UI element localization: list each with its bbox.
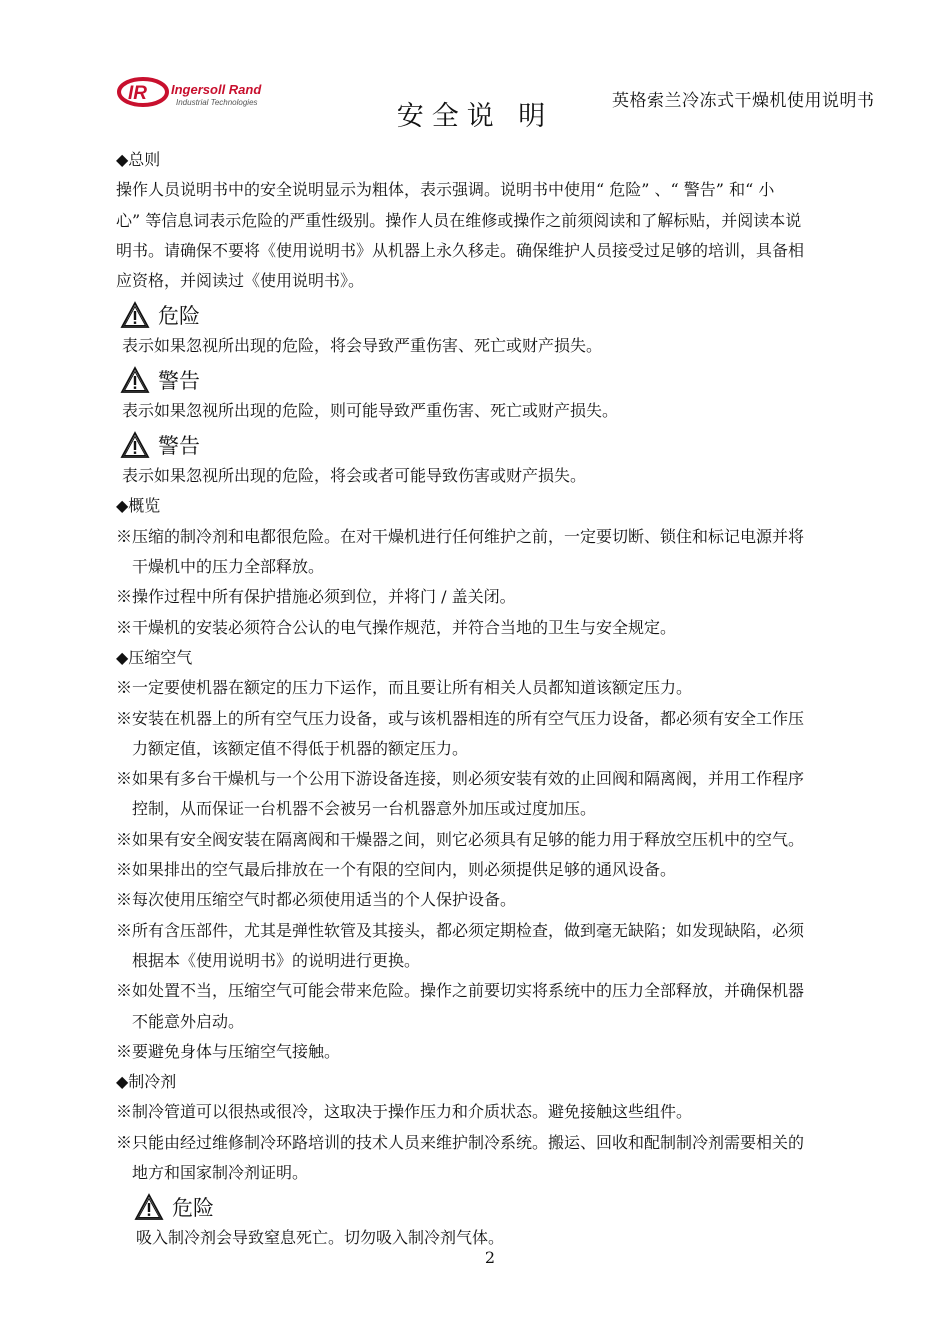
- section-heading-refrigerant: ◆制冷剂: [116, 1072, 177, 1092]
- signal-danger: [116, 298, 872, 331]
- list-item: ※制冷管道可以很热或很冷，这取决于操作压力和介质状态。避免接触这些组件。: [116, 1102, 693, 1122]
- signal-final-danger: [130, 1190, 872, 1223]
- signal-label: 警告: [158, 368, 200, 393]
- signal-label: 警告: [158, 433, 200, 458]
- list-item: ※如果有安全阀安装在隔离阀和干燥器之间，则它必须具有足够的能力用于释放空压机中的空气。: [116, 829, 805, 849]
- list-item: ※安装在机器上的所有空气压力设备，或与该机器相连的所有空气压力设备，都必须有安全工作压: [116, 708, 805, 728]
- paragraph-line: 操作人员说明书中的安全说明显示为粗体，表示强调。说明书中使用“ 危险” 、“ 警告” 和“ 小: [116, 180, 775, 200]
- list-item-continuation: 力额定值，该额定值不得低于机器的额定压力。: [132, 738, 469, 758]
- section-heading-compressed-air: ◆压缩空气: [116, 647, 193, 667]
- general-paragraph: [116, 175, 872, 296]
- page-title: 安全说 明: [396, 101, 554, 132]
- list-item-continuation: 干燥机中的压力全部释放。: [132, 557, 325, 577]
- list-item: ※如果有多台干燥机与一个公用下游设备连接，则必须安装有效的止回阀和隔离阀，并用工作程序: [116, 769, 805, 789]
- document-title: 英格索兰冷冻式干燥机使用说明书: [612, 91, 875, 111]
- page-content: [116, 145, 872, 1253]
- signal-description: 表示如果忽视所出现的危险，将会或者可能导致伤害或财产损失。: [122, 466, 587, 486]
- signal-description: 吸入制冷剂会导致窒息死亡。切勿吸入制冷剂气体。: [136, 1228, 505, 1248]
- signal-label: 危险: [172, 1195, 214, 1220]
- list-item: ※所有含压部件，尤其是弹性软管及其接头，都必须定期检查，做到毫无缺陷；如发现缺陷，必须: [116, 920, 805, 940]
- section-heading-overview: ◆概览: [116, 496, 161, 516]
- paragraph-line: 心” 等信息词表示危险的严重性级别。操作人员在维修或操作之前须阅读和了解标贴，并阅读本说: [116, 210, 802, 230]
- list-item: ※每次使用压缩空气时都必须使用适当的个人保护设备。: [116, 890, 517, 910]
- signal-warning: [116, 363, 872, 396]
- signal-description: 表示如果忽视所出现的危险，则可能导致严重伤害、死亡或财产损失。: [122, 401, 619, 421]
- warning-triangle-icon: [120, 301, 150, 329]
- svg-text:Ingersoll Rand: Ingersoll Rand: [171, 82, 262, 97]
- list-item-continuation: 不能意外启动。: [132, 1011, 245, 1031]
- list-item-continuation: 控制，从而保证一台机器不会被另一台机器意外加压或过度加压。: [132, 799, 597, 819]
- list-item: ※要避免身体与压缩空气接触。: [116, 1041, 341, 1061]
- list-item: ※压缩的制冷剂和电都很危险。在对干燥机进行任何维护之前，一定要切断、锁住和标记电源并将: [116, 526, 805, 546]
- paragraph-line: 应资格，并阅读过《使用说明书》。: [116, 271, 365, 291]
- signal-label: 危险: [158, 303, 200, 328]
- paragraph-line: 明书。请确保不要将《使用说明书》从机器上永久移走。确保维护人员接受过足够的培训，具备相: [116, 240, 805, 260]
- list-item: ※如处置不当，压缩空气可能会带来危险。操作之前要切实将系统中的压力全部释放，并确保机器: [116, 981, 805, 1001]
- list-item-continuation: 根据本《使用说明书》的说明进行更换。: [132, 950, 421, 970]
- svg-text:Industrial Technologies: Industrial Technologies: [176, 98, 258, 107]
- list-item: ※干燥机的安装必须符合公认的电气操作规范，并符合当地的卫生与安全规定。: [116, 617, 677, 637]
- list-item: ※如果排出的空气最后排放在一个有限的空间内，则必须提供足够的通风设备。: [116, 860, 677, 880]
- list-item: ※操作过程中所有保护措施必须到位，并将门 / 盖关闭。: [116, 587, 516, 607]
- signal-description: 表示如果忽视所出现的危险，将会导致严重伤害、死亡或财产损失。: [122, 336, 603, 356]
- warning-triangle-icon: [134, 1193, 164, 1221]
- list-item-continuation: 地方和国家制冷剂证明。: [132, 1163, 309, 1183]
- page-number: 2: [484, 1248, 496, 1267]
- warning-triangle-icon: [120, 366, 150, 394]
- list-item: ※一定要使机器在额定的压力下运作，而且要让所有相关人员都知道该额定压力。: [116, 678, 693, 698]
- section-heading-general: ◆总则: [116, 150, 161, 169]
- svg-text:IR: IR: [128, 83, 147, 104]
- list-item: ※只能由经过维修制冷环路培训的技术人员来维护制冷系统。搬运、回收和配制制冷剂需要相关的: [116, 1132, 805, 1152]
- warning-triangle-icon: [120, 431, 150, 459]
- signal-caution: [116, 428, 872, 461]
